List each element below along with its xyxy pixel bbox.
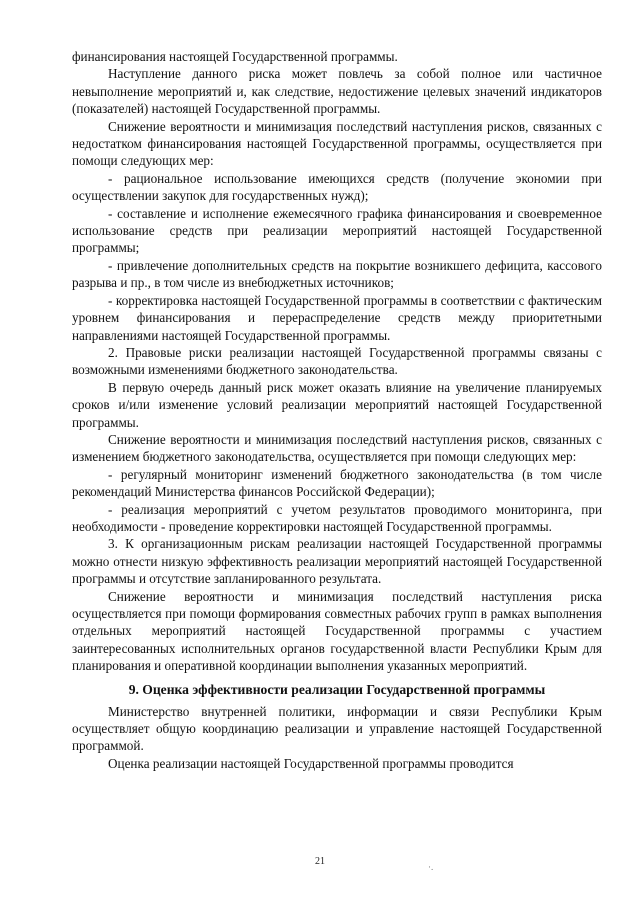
paragraph-coordination: Министерство внутренней политики, информации и связи Республики Крым осуществляет общую координацию реализации и управление настоящей Государственной программой.	[72, 703, 602, 754]
list-item-legal-measure: - реализация мероприятий с учетом результатов проводимого мониторинга, при необходимости - проведение корректировки настоящей Государственной программы.	[72, 501, 602, 534]
list-item-legal-measure: - регулярный мониторинг изменений бюджетного законодательства (в том числе рекомендаций Министерства финансов Российской Федерации);	[72, 466, 602, 500]
paragraph-legal-risks: 2. Правовые риски реализации настоящей Государственной программы связаны с возможными изменениями бюджетного законодательства.	[72, 344, 602, 378]
paragraph-financing-measures-intro: Снижение вероятности и минимизация последствий наступления рисков, связанных с недостатком финансирования настоящей Государственной программы, осуществляется при помощи следующих мер:	[72, 118, 602, 169]
paragraph-legal-measures-intro: Снижение вероятности и минимизация последствий наступления рисков, связанных с изменением бюджетного законодательства, осуществляется при помощи следующих мер:	[72, 431, 602, 465]
paragraph-evaluation-start: Оценка реализации настоящей Государственной программы проводится	[108, 755, 514, 771]
paragraph-continuation: финансирования настоящей Государственной программы.	[72, 49, 398, 64]
paragraph-legal-risk-impact: В первую очередь данный риск может оказать влияние на увеличение планируемых сроков и/или изменение условий реализации мероприятий настоящей Государственной программы.	[72, 379, 602, 430]
list-item-financing-measure: - составление и исполнение ежемесячного графика финансирования и своевременное использование средств при реализации мероприятий настоящей Государственной программы;	[72, 205, 602, 256]
page-number: 21	[315, 856, 325, 867]
list-item-financing-measure: - привлечение дополнительных средств на покрытие возникшего дефицита, кассового разрыва и пр., в том числе из внебюджетных источников;	[72, 257, 602, 291]
scan-dot-artifact: ·.	[428, 862, 434, 872]
paragraph-organizational-risks: 3. К организационным рискам реализации настоящей Государственной программы можно отнести низкую эффективность реализации мероприятий настоящей Государственной программы и отсутствие запланированного результата.	[72, 536, 602, 587]
paragraph-risk-consequence: Наступление данного риска может повлечь за собой полное или частичное невыполнение мероприятий и, как следствие, недостижение целевых значений индикаторов (показателей) настоящей Государственной программы.	[72, 66, 602, 117]
list-item-financing-measure: - рациональное использование имеющихся средств (получение экономии при осуществлении закупок для государственных нужд);	[72, 170, 602, 204]
section-heading: 9. Оценка эффективности реализации Государственной программы	[128, 681, 546, 697]
paragraph-organizational-measures: Снижение вероятности и минимизация последствий наступления риска осуществляется при помощи формирования совместных рабочих групп в рамках выполнения отдельных мероприятий настоящей Государственной программы с участием заинтересованных исполнительных органов государственной власти Республики Крым для планирования и оперативной координации выполнения указанных мероприятий.	[72, 588, 602, 674]
list-item-financing-measure: - корректировка настоящей Государственной программы в соответствии с фактическим уровнем финансирования и перераспределение средств между приоритетными направлениями настоящей Государственной программы.	[72, 292, 602, 343]
